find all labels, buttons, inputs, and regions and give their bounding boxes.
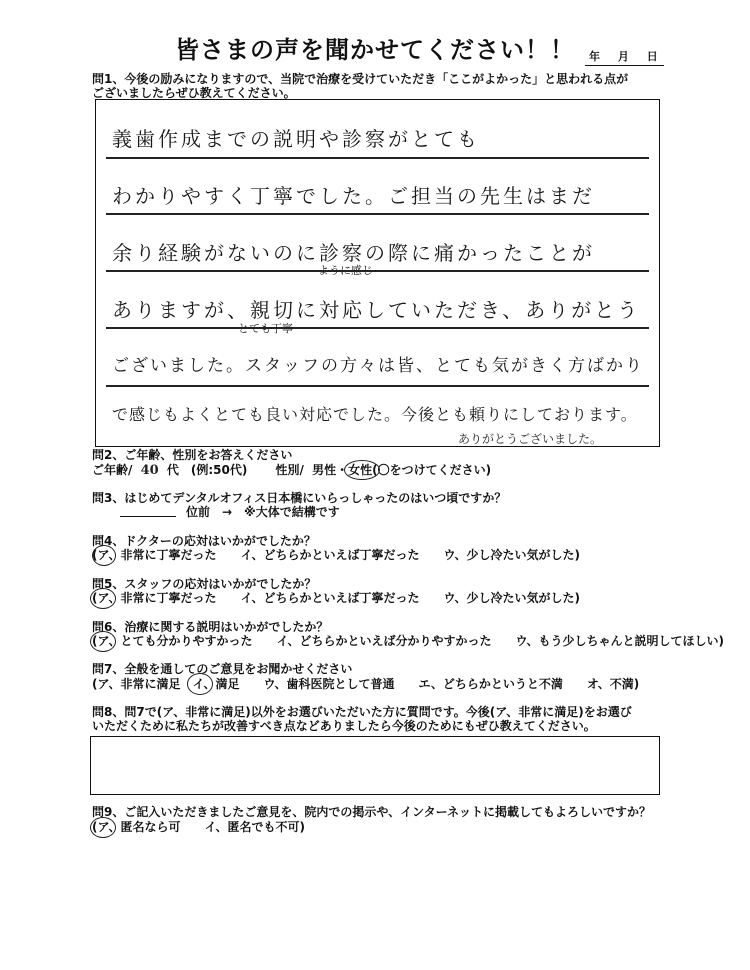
q1-answer-line: 余り経験がないのに診察の際に痛かったことが xyxy=(112,241,595,265)
q3-answer-hint: 位前 → ※大体で結構です xyxy=(186,505,340,519)
selection-circle xyxy=(90,588,116,609)
q8-answer-box[interactable] xyxy=(90,736,660,795)
selection-circle xyxy=(90,817,116,838)
selection-circle xyxy=(90,631,116,652)
q7-question: 問7、全般を通してのご意見をお聞かせください xyxy=(92,662,353,676)
q6-question: 問6、治療に関する説明はいかがでしたか？ xyxy=(92,620,329,634)
q1-insertion-note: ように感じ xyxy=(318,264,373,277)
date-year-label: 年 xyxy=(589,50,600,63)
q9-question: 問9、ご記入いただきましたご意見を、院内での掲示や、インターネットに掲載してもよろしいですか？ xyxy=(92,805,652,819)
survey-title: 皆さまの声を聞かせてください！！ xyxy=(175,36,575,64)
answer-rule xyxy=(106,385,649,387)
q3-answer-blank[interactable] xyxy=(120,516,176,517)
q3-question: 問3、はじめてデンタルオフィス日本橋にいらっしゃったのはいつ頃ですか？ xyxy=(92,491,507,505)
q6-options[interactable]: (ア、とても分かりやすかった イ、どちらかといえば分かりやすかった ウ、もう少しちゃんと説明してほしい) xyxy=(92,634,724,648)
age-value[interactable]: 40 xyxy=(140,463,159,478)
answer-rule xyxy=(106,213,649,215)
q4-question: 問4、ドクターの応対はいかがでしたか？ xyxy=(92,534,316,548)
gender-female-label: 女性 xyxy=(348,463,373,477)
q2-question: 問2、ご年齢、性別をお答えください xyxy=(92,448,293,462)
q1-insertion-note: とても丁寧 xyxy=(238,322,293,335)
answer-rule xyxy=(106,270,649,272)
gender-option-female[interactable] xyxy=(348,463,372,477)
q1-answer-line: ございました。スタッフの方々は皆、とても気がきく方ばかり xyxy=(112,356,644,376)
age-prefix: ご年齢/ xyxy=(92,463,133,477)
date-day-label: 日 xyxy=(646,50,658,63)
q1-answer-line: ありますが、親切に対応していただき、ありがとう xyxy=(112,298,641,322)
q1-answer-line: で感じもよくとても良い対応でした。今後とも頼りにしております。 xyxy=(112,405,638,424)
q1-question-line2: ございましたらぜひ教えてください。 xyxy=(92,86,296,100)
selection-circle xyxy=(344,460,380,480)
answer-rule xyxy=(106,327,649,329)
q1-question-line1: 問1、今後の励みになりますので、当院で治療を受けていただき「ここがよかった」と思われる点が xyxy=(92,72,629,86)
q1-closing-note: ありがとうございました。 xyxy=(458,432,603,446)
q8-question-line2: いただくために私たちが改善すべき点などありましたら今後のためにもぜひ教えてください。 xyxy=(92,719,596,733)
gender-note: (〇をつけてください) xyxy=(372,463,492,477)
q4-options[interactable]: (ア、非常に丁寧だった イ、どちらかといえば丁寧だった ウ、少し冷たい気がした) xyxy=(92,548,580,562)
gender-label: 性別/ xyxy=(275,463,304,477)
q5-options[interactable]: (ア、非常に丁寧だった イ、どちらかといえば丁寧だった ウ、少し冷たい気がした) xyxy=(92,591,580,605)
q9-options[interactable]: (ア、匿名なら可 イ、匿名でも不可) xyxy=(92,820,305,834)
date-month-label: 月 xyxy=(617,50,629,63)
date-field xyxy=(585,48,664,66)
q2-answer-row: ご年齢/ 40 代 (例:50代) 性別/ 男性・女性 (〇をつけてください) xyxy=(92,463,491,478)
selection-circle xyxy=(187,673,213,695)
q8-question-line1: 問8、問7で(ア、非常に満足)以外をお選びいただいた方に質問です。今後(ア、非常に満足)をお選び xyxy=(92,705,632,719)
age-suffix: 代 (例:50代) xyxy=(166,463,248,477)
q5-question: 問5、スタッフの応対はいかがでしたか？ xyxy=(92,577,317,591)
gender-option-male[interactable]: 男性 xyxy=(312,463,337,477)
q7-options[interactable]: (ア、非常に満足 イ、満足 ウ、歯科医院として普通 エ、どちらかというと不満 オ、不満) xyxy=(92,677,640,691)
q1-answer-line: 義歯作成までの説明や診察がとても xyxy=(112,127,480,151)
selection-circle xyxy=(92,545,116,566)
q1-answer-line: わかりやすく丁寧でした。ご担当の先生はまだ xyxy=(112,184,595,208)
answer-rule xyxy=(106,157,649,159)
